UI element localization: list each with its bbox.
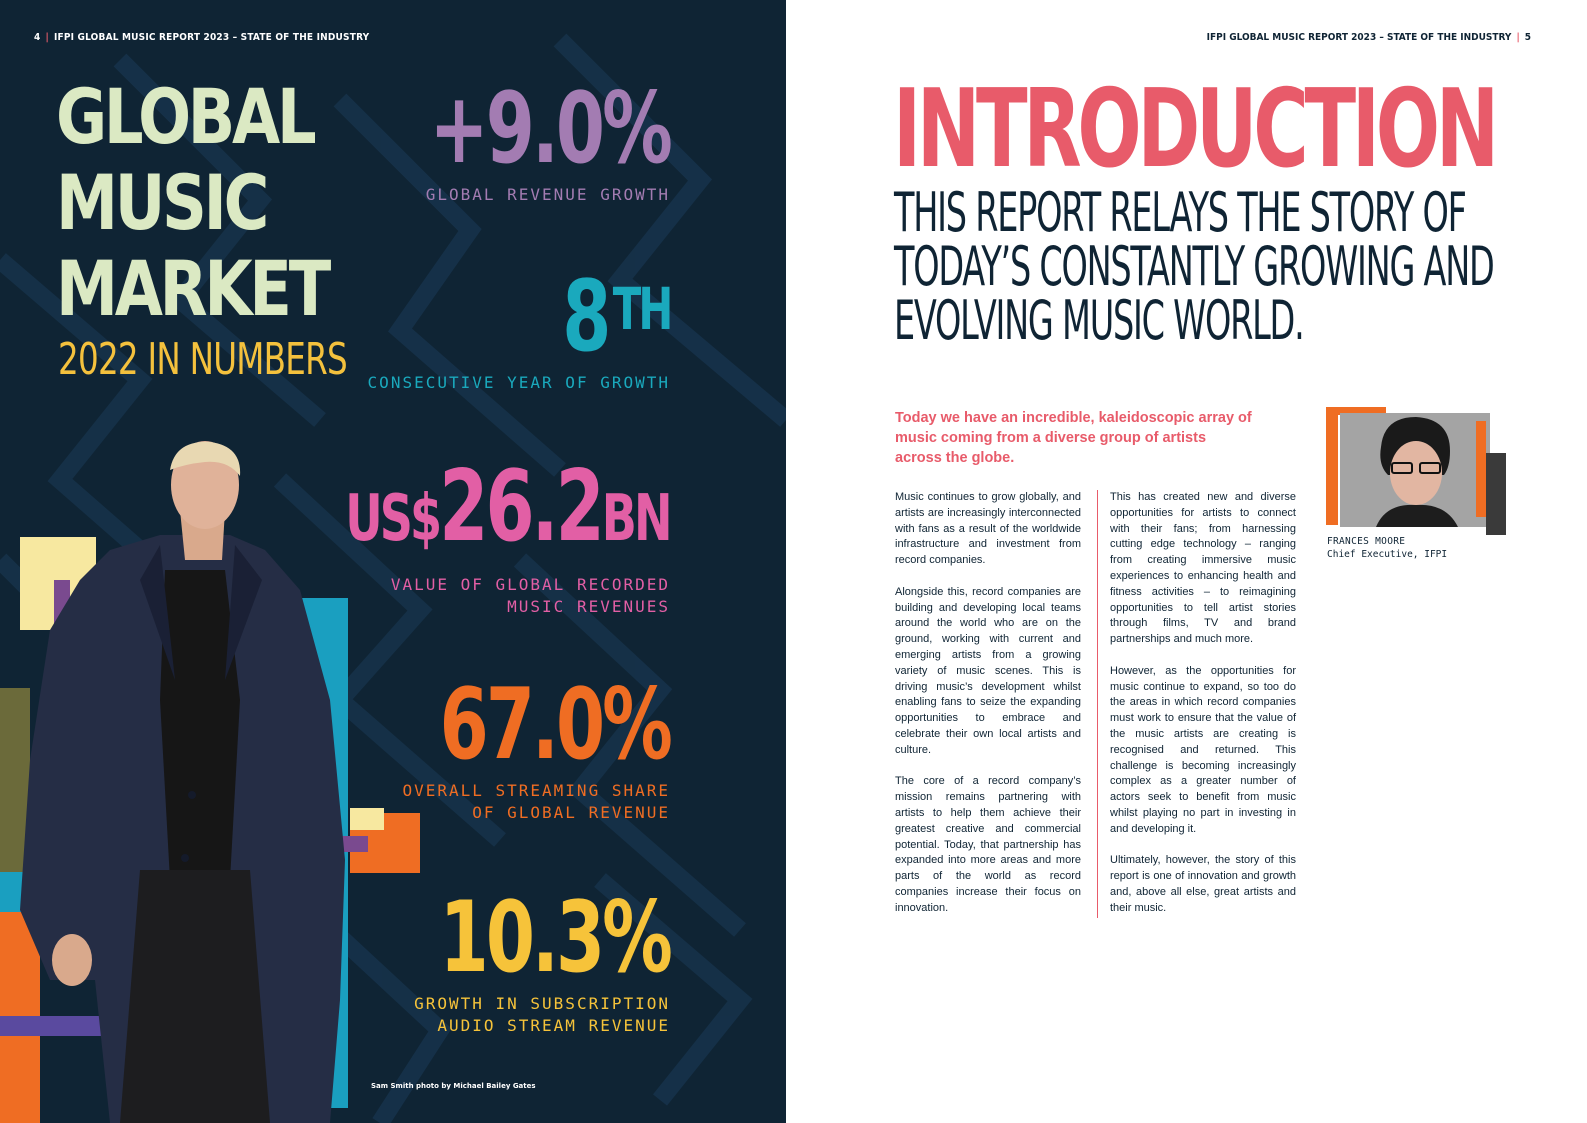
subheading-line: EVOLVING MUSIC WORLD. [894,289,1304,352]
portrait-caption-role: Chief Executive, IFPI [1327,549,1448,560]
left-report-title: IFPI GLOBAL MUSIC REPORT 2023 – STATE OF THE INDUSTRY [53,32,370,43]
frances-moore-portrait [1326,407,1506,535]
global-music-market-title [56,72,328,333]
left-page-number: 4 [34,32,41,43]
right-report-title: IFPI GLOBAL MUSIC REPORT 2023 – STATE OF THE INDUSTRY [1206,32,1512,43]
text-column-2 [1110,490,1296,932]
portrait-caption-name: FRANCES MOORE [1327,536,1406,547]
stat-subscription-growth [350,883,670,1037]
text-column-1 [895,490,1081,932]
stat-number: 26.2 [439,450,603,564]
subheading-line: TODAY’S CONSTANTLY GROWING AND [894,235,1494,298]
stat-label: CONSECUTIVE YEAR OF GROWTH [367,373,670,392]
right-page [786,0,1587,1123]
column-divider [1097,490,1098,918]
stat-label-line: OF GLOBAL REVENUE [472,803,670,822]
stat-label: GLOBAL REVENUE GROWTH [425,185,670,204]
numbers-subtitle: 2022 IN NUMBERS [58,334,347,385]
paragraph: However, as the opportunities for music continue to expand, so too do the areas in which record companies must work to ensure that the value of the music artists are creating is recognised and returned. This challenge is becoming increasingly complex as a greater number of actors seek to benefit from music whilst playing no part in investing in and developing it. [1110,664,1296,835]
title-line: GLOBAL [56,72,314,161]
stat-value: 67.0% [439,668,670,782]
stat-suffix: BN [602,482,670,556]
paragraph: Alongside this, record companies are building and developing local teams around the world who are on the ground, working with current and emerging artists from a growing variety of music scenes. This is driving music’s development whilst enabling fans to seize the expanding opportunities to embrace and celebrate their own local artists and culture. [895,585,1081,756]
stat-streaming-share [350,670,670,824]
title-line: MARKET [56,244,328,333]
introduction-subheading [894,181,1494,352]
paragraph: The core of a record company’s mission remains partnering with artists to help them achieve their greatest creative and commercial potential. Today, that partnership has expanded into more areas and more parts of the world as record companies increase their focus on innovation. [895,775,1081,914]
stat-value: 10.3% [439,881,670,995]
header-separator: | [45,32,49,43]
left-header [34,32,369,43]
stat-consecutive-year [368,262,670,394]
title-line: MUSIC [56,158,267,247]
stat-label-line: OVERALL STREAMING SHARE [402,781,670,800]
photo-credit: Sam Smith photo by Michael Bailey Gates [371,1082,536,1090]
subheading-line: THIS REPORT RELAYS THE STORY OF [894,181,1466,244]
stat-suffix: TH [612,275,670,343]
left-page [0,0,786,1123]
stat-value: +9.0% [429,72,670,186]
stat-global-value [219,452,670,618]
right-page-number: 5 [1524,32,1531,43]
introduction-heading: INTRODUCTION [893,67,1495,192]
stat-value [452,262,670,372]
stat-revenue-growth [336,74,670,206]
stat-label-line: GROWTH IN SUBSCRIPTION [414,994,670,1013]
header-separator: | [1516,32,1520,43]
paragraph: This has created new and diverse opportunities for artists to connect with their fans; from harnessing cutting edge technology – ranging from creating immersive music experiences to enhancing health and fitness activities – to reimagining opportunities to tell artist stories through films, TV and brand partnerships and much more. [1110,491,1296,646]
paragraph: Music continues to grow globally, and artists are increasingly interconnected with fans as a result of the worldwide infrastructure and investment from record companies. [895,491,1081,567]
stat-label-line: AUDIO STREAM REVENUE [437,1016,670,1035]
stat-label-line: VALUE OF GLOBAL RECORDED [390,575,670,594]
paragraph: Ultimately, however, the story of this report is one of innovation and growth and, above all else, great artists and their music. [1110,854,1296,914]
right-header [1207,32,1531,43]
stat-prefix: US$ [345,482,440,556]
stat-value [345,452,670,574]
lead-paragraph: Today we have an incredible, kaleidoscopic array of music coming from a diverse group of artists across the globe. [895,410,1252,466]
stat-number: 8 [561,260,609,374]
stat-label-line: MUSIC REVENUES [507,597,670,616]
